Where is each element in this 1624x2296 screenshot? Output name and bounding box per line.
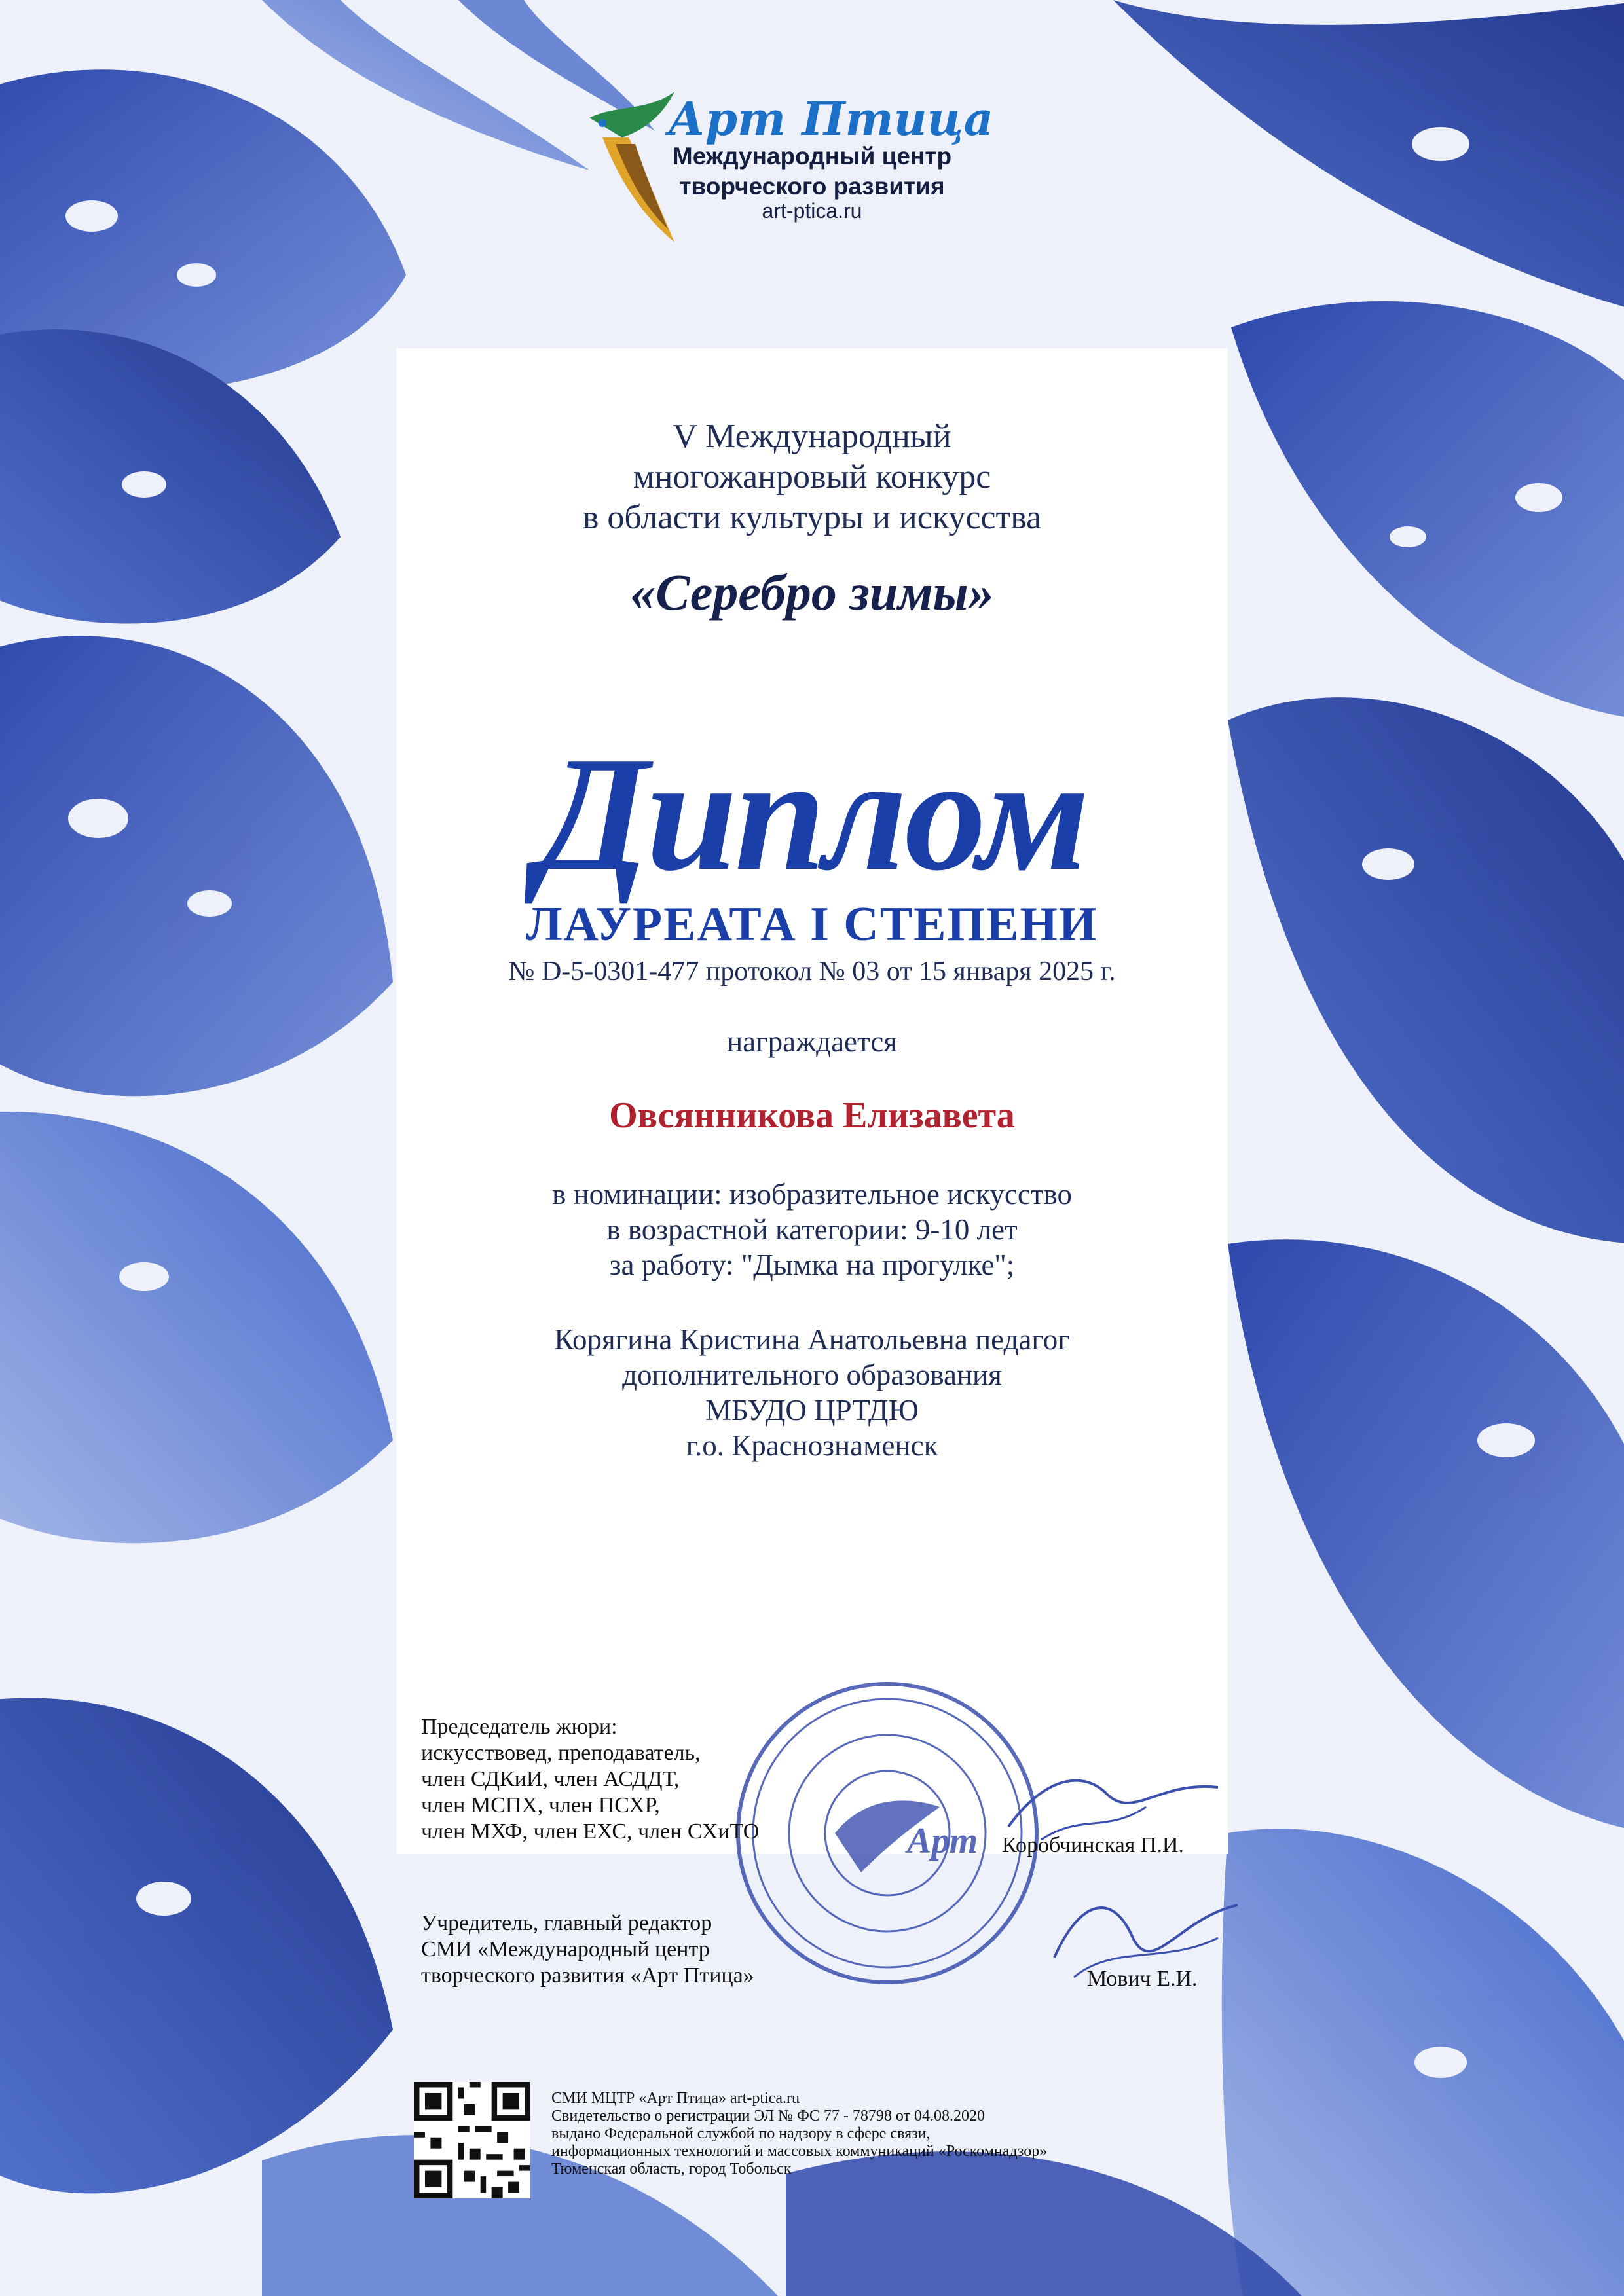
footer-line: выдано Федеральной службой по надзору в сфере связи, [551, 2125, 931, 2142]
founder-name: Мович Е.И. [1087, 1967, 1198, 1991]
teacher-line3: МБУДО ЦРТДЮ [705, 1394, 919, 1427]
teacher-line4: г.о. Краснознаменск [686, 1429, 938, 1462]
jury-name: Коробчинская П.И. [1002, 1833, 1184, 1857]
header-line2: многожанровый конкурс [633, 458, 991, 496]
logo-url: art-ptica.ru [762, 199, 862, 223]
logo-subtitle-line1: Международный центр [672, 143, 952, 170]
founder-block [421, 1910, 754, 1989]
footer-line: Свидетельство о регистрации ЭЛ № ФС 77 - 78798 от 04.08.2020 [551, 2107, 986, 2124]
logo-title: Арт Птица [668, 92, 994, 146]
founder-line: СМИ «Международный центр [421, 1937, 710, 1961]
age-category: в возрастной категории: 9-10 лет [606, 1213, 1018, 1246]
jury-line: член МХФ, член ЕХС, член СХиТО [421, 1819, 760, 1844]
recipient-name: Овсянникова Елизавета [609, 1095, 1015, 1136]
teacher-line1: Корягина Кристина Анатольевна педагог [554, 1323, 1070, 1356]
jury-line: искусствовед, преподаватель, [421, 1741, 701, 1765]
footer-line: информационных технологий и массовых коммуникаций «Роскомнадзор» [551, 2143, 1048, 2160]
official-stamp [730, 1676, 1044, 1990]
qr-code[interactable] [414, 2082, 530, 2198]
founder-line: творческого развития «Арт Птица» [421, 1963, 754, 1988]
work-title: за работу: "Дымка на прогулке"; [609, 1248, 1015, 1281]
jury-line: Председатель жюри: [421, 1715, 618, 1739]
teacher-line2: дополнительного образования [622, 1358, 1002, 1391]
founder-line: Учредитель, главный редактор [421, 1911, 712, 1935]
logo-subtitle-line2: творческого развития [679, 173, 945, 200]
diploma-title: Диплом [537, 723, 1087, 905]
footer-line: Тюменская область, город Тобольск [551, 2160, 792, 2178]
header-line3: в области культуры и искусства [582, 499, 1042, 536]
jury-line: член СДКиИ, член АСДДТ, [421, 1767, 680, 1791]
nomination: в номинации: изобразительное искусство [552, 1178, 1072, 1211]
diploma-protocol: № D-5-0301-477 протокол № 03 от 15 января 2025 г. [508, 957, 1116, 987]
diploma-degree: ЛАУРЕАТА I СТЕПЕНИ [526, 898, 1098, 951]
jury-line: член МСПХ, член ПСХР, [421, 1793, 660, 1817]
footer-registration [551, 2090, 1047, 2178]
awarded-text: награждается [727, 1025, 897, 1058]
contest-name: «Серебро зимы» [630, 564, 994, 621]
jury-block [421, 1714, 759, 1845]
stamp-center-text: Арт [907, 1821, 978, 1861]
logo-subtitle [671, 141, 953, 202]
footer-line: СМИ МЦТР «Арт Птица» art-ptica.ru [551, 2090, 800, 2107]
header-line1: V Международный [673, 418, 951, 455]
